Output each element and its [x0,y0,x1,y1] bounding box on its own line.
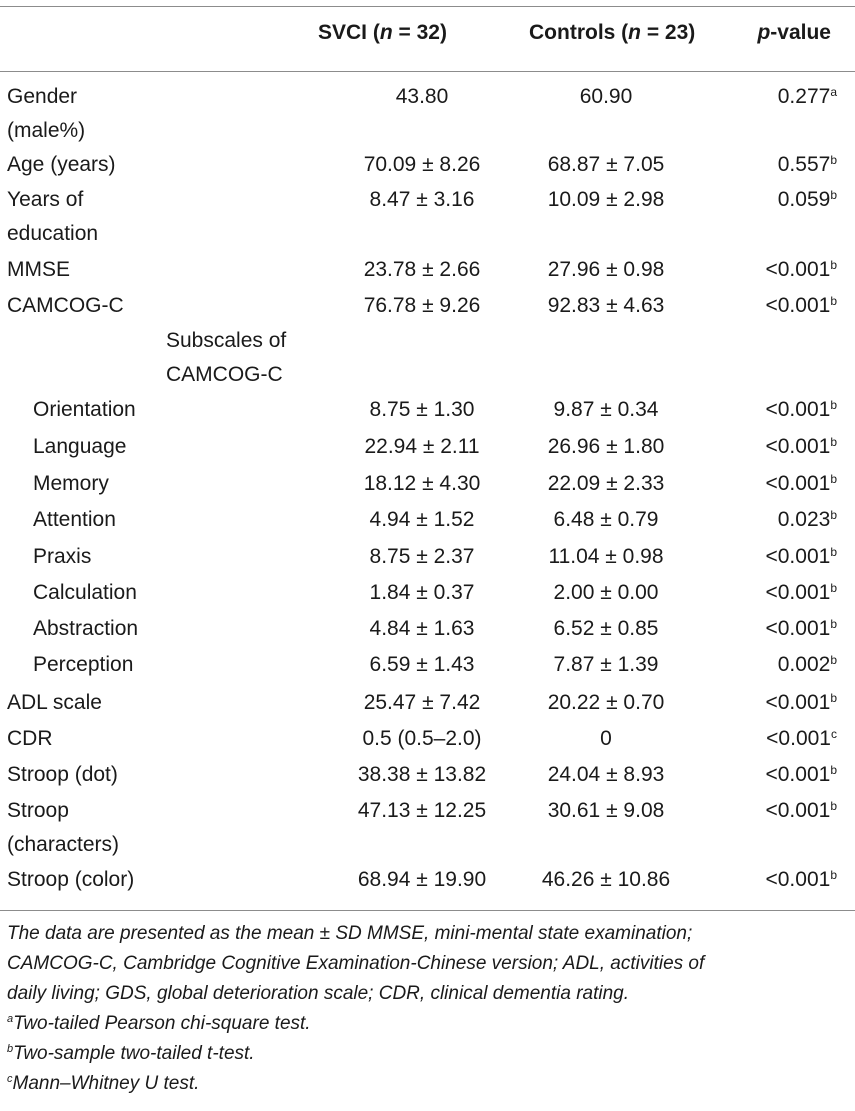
header-rule [0,71,855,72]
footnote-a: $^a$Two-tailed Pearson chi-square test. [7,1013,311,1034]
cell-p-value: <0.001$^b$ [765,545,837,568]
row-label: Years of education [7,188,99,245]
footnote-b: $^b$Two-sample two-tailed t-test. [7,1043,255,1064]
cell-svci: 8.47 ± 3.16 [369,188,475,211]
cell-p-value: <0.001$^b$ [765,472,837,495]
cell-svci: 0.5 (0.5–2.0) [362,727,482,750]
note-line-1: The data are presented as the mean ± SD MMSE, mini-mental state examination; [7,923,693,944]
cell-svci: 4.94 ± 1.52 [369,508,475,531]
cell-svci: 6.59 ± 1.43 [369,653,475,676]
cell-controls: 11.04 ± 0.98 [548,545,664,568]
cell-p-value: <0.001$^b$ [765,617,837,640]
header-controls: Controls (n = 23) [529,21,696,44]
cell-svci: 8.75 ± 1.30 [369,398,475,421]
row-label: Subscales of CAMCOG-C [166,329,287,386]
cell-p-value: <0.001$^b$ [765,763,837,786]
cell-p-value: 0.023$^b$ [777,508,837,531]
cell-controls: 6.52 ± 0.85 [553,617,659,640]
row-label: Calculation [33,581,137,604]
cell-p-value: <0.001$^b$ [765,435,837,458]
footnote-c: $^c$Mann–Whitney U test. [7,1073,200,1094]
cell-controls: 6.48 ± 0.79 [553,508,659,531]
header-svci: SVCI (n = 32) [318,21,447,44]
cell-svci: 76.78 ± 9.26 [363,294,481,317]
row-label: Perception [33,653,134,676]
note-line-3: daily living; GDS, global deterioration scale; CDR, clinical dementia rating. [7,983,630,1004]
row-label: Praxis [33,545,92,568]
row-label: Orientation [33,398,136,421]
row-label: Language [33,435,127,458]
cell-controls: 24.04 ± 8.93 [547,763,665,786]
cell-svci: 38.38 ± 13.82 [357,763,487,786]
cell-controls: 46.26 ± 10.86 [541,868,671,891]
row-label: ADL scale [7,691,102,714]
row-label: Abstraction [33,617,139,640]
header-p-value: p-value [757,21,831,44]
cell-p-value: <0.001$^b$ [765,691,837,714]
cell-svci: 22.94 ± 2.11 [364,435,480,458]
cell-svci: 23.78 ± 2.66 [363,258,481,281]
row-label: Stroop (dot) [7,763,118,786]
cell-controls: 60.90 [579,85,633,108]
cell-svci: 25.47 ± 7.42 [363,691,481,714]
cell-controls: 2.00 ± 0.00 [553,581,659,604]
cell-controls: 92.83 ± 4.63 [547,294,665,317]
cell-controls: 26.96 ± 1.80 [547,435,665,458]
cell-p-value: 0.277$^a$ [777,85,837,108]
cell-controls: 30.61 ± 9.08 [547,799,665,822]
cell-controls: 7.87 ± 1.39 [553,653,659,676]
cell-svci: 70.09 ± 8.26 [363,153,481,176]
row-label: Memory [33,472,109,495]
row-label: CDR [7,727,53,750]
cell-svci: 8.75 ± 2.37 [369,545,475,568]
top-rule [0,6,855,7]
cell-svci: 47.13 ± 12.25 [357,799,487,822]
row-label: Stroop (characters) [7,799,120,856]
row-label: CAMCOG-C [7,294,124,317]
row-label: Age (years) [7,153,116,176]
cell-p-value: 0.059$^b$ [777,188,837,211]
bottom-rule [0,910,855,911]
cell-svci: 1.84 ± 0.37 [369,581,475,604]
cell-p-value: <0.001$^c$ [766,727,837,750]
cell-svci: 68.94 ± 19.90 [357,868,487,891]
row-label: Attention [33,508,116,531]
row-label: MMSE [7,258,70,281]
cell-p-value: <0.001$^b$ [765,294,837,317]
cell-svci: 43.80 [395,85,449,108]
cell-p-value: 0.557$^b$ [777,153,837,176]
cell-controls: 22.09 ± 2.33 [547,472,665,495]
cell-controls: 0 [600,727,612,750]
cell-controls: 68.87 ± 7.05 [547,153,665,176]
cell-p-value: <0.001$^b$ [765,581,837,604]
table-notes [7,919,847,1099]
cell-svci: 4.84 ± 1.63 [369,617,475,640]
cell-p-value: <0.001$^b$ [765,799,837,822]
cell-p-value: <0.001$^b$ [765,398,837,421]
cell-controls: 20.22 ± 0.70 [547,691,665,714]
row-label: Gender (male%) [7,85,86,142]
note-line-2: CAMCOG-C, Cambridge Cognitive Examination-Chinese version; ADL, activities of [7,953,705,974]
cell-controls: 27.96 ± 0.98 [547,258,665,281]
cell-controls: 10.09 ± 2.98 [547,188,665,211]
row-label: Stroop (color) [7,868,135,891]
cell-p-value: 0.002$^b$ [777,653,837,676]
cell-controls: 9.87 ± 0.34 [553,398,659,421]
cell-p-value: <0.001$^b$ [765,258,837,281]
cell-svci: 18.12 ± 4.30 [363,472,481,495]
cell-p-value: <0.001$^b$ [765,868,837,891]
